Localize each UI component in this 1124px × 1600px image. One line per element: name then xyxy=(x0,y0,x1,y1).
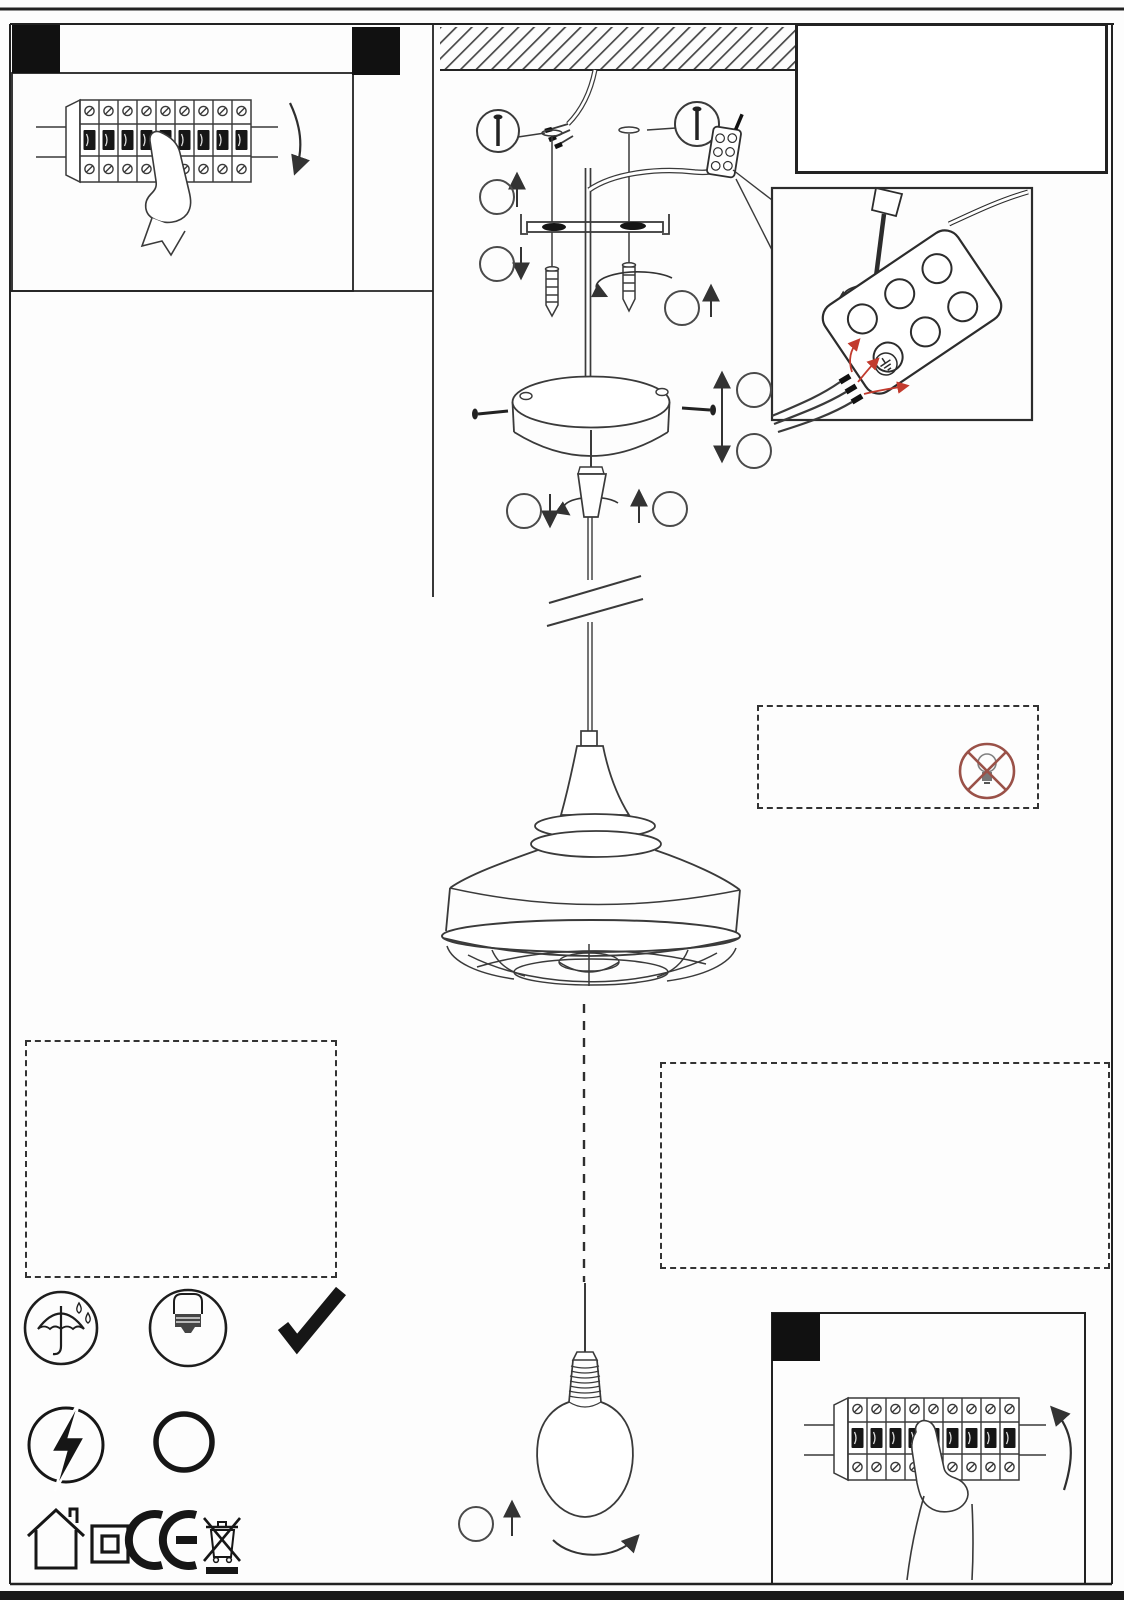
screw-detail-circles xyxy=(477,102,719,152)
ceiling-canopy xyxy=(472,377,716,457)
step-4-badge xyxy=(664,290,700,326)
breaker-panel-off-illustration xyxy=(36,100,300,255)
manufacturer-box xyxy=(660,1062,1110,1269)
step-7-badge xyxy=(652,491,688,527)
step-1-badge xyxy=(506,493,542,529)
ip20-icon xyxy=(25,1292,97,1364)
emc-icon xyxy=(156,1414,212,1470)
ce-mark-icon xyxy=(129,1514,197,1566)
inset-wires xyxy=(772,376,862,432)
pendant-shade xyxy=(442,731,740,986)
wiring-detail-inset xyxy=(772,188,1032,432)
e27-socket-icon xyxy=(150,1290,226,1366)
step-6-badge xyxy=(736,372,772,408)
rohs-check-icon xyxy=(283,1291,341,1344)
strain-relief-and-cord xyxy=(547,430,643,731)
ceiling-hatch xyxy=(440,27,796,70)
mounting-bracket xyxy=(521,168,669,380)
panel-label-c xyxy=(772,1313,820,1361)
panel-label-b xyxy=(352,27,400,75)
cord-to-terminal xyxy=(589,168,718,190)
panel-label-a xyxy=(12,25,60,73)
class2-insulation-icon xyxy=(92,1526,128,1562)
step-3-badge xyxy=(479,179,515,215)
max-watt-icon xyxy=(29,1400,103,1491)
brand-header xyxy=(795,23,1108,174)
weee-bin-icon xyxy=(204,1518,240,1574)
indoor-use-icon xyxy=(28,1509,84,1568)
terminal-block-small xyxy=(706,110,744,178)
step-8-badge xyxy=(458,1506,494,1542)
step-5-badge xyxy=(479,246,515,282)
step-2-badge xyxy=(736,433,772,469)
bulb-not-included-box xyxy=(757,705,1039,809)
weee-recycling-text xyxy=(25,294,445,303)
rsp-information-box xyxy=(25,1040,337,1278)
breaker-panel-on-illustration xyxy=(804,1398,1071,1580)
light-bulb xyxy=(537,1283,633,1517)
shade-cage xyxy=(447,944,736,986)
